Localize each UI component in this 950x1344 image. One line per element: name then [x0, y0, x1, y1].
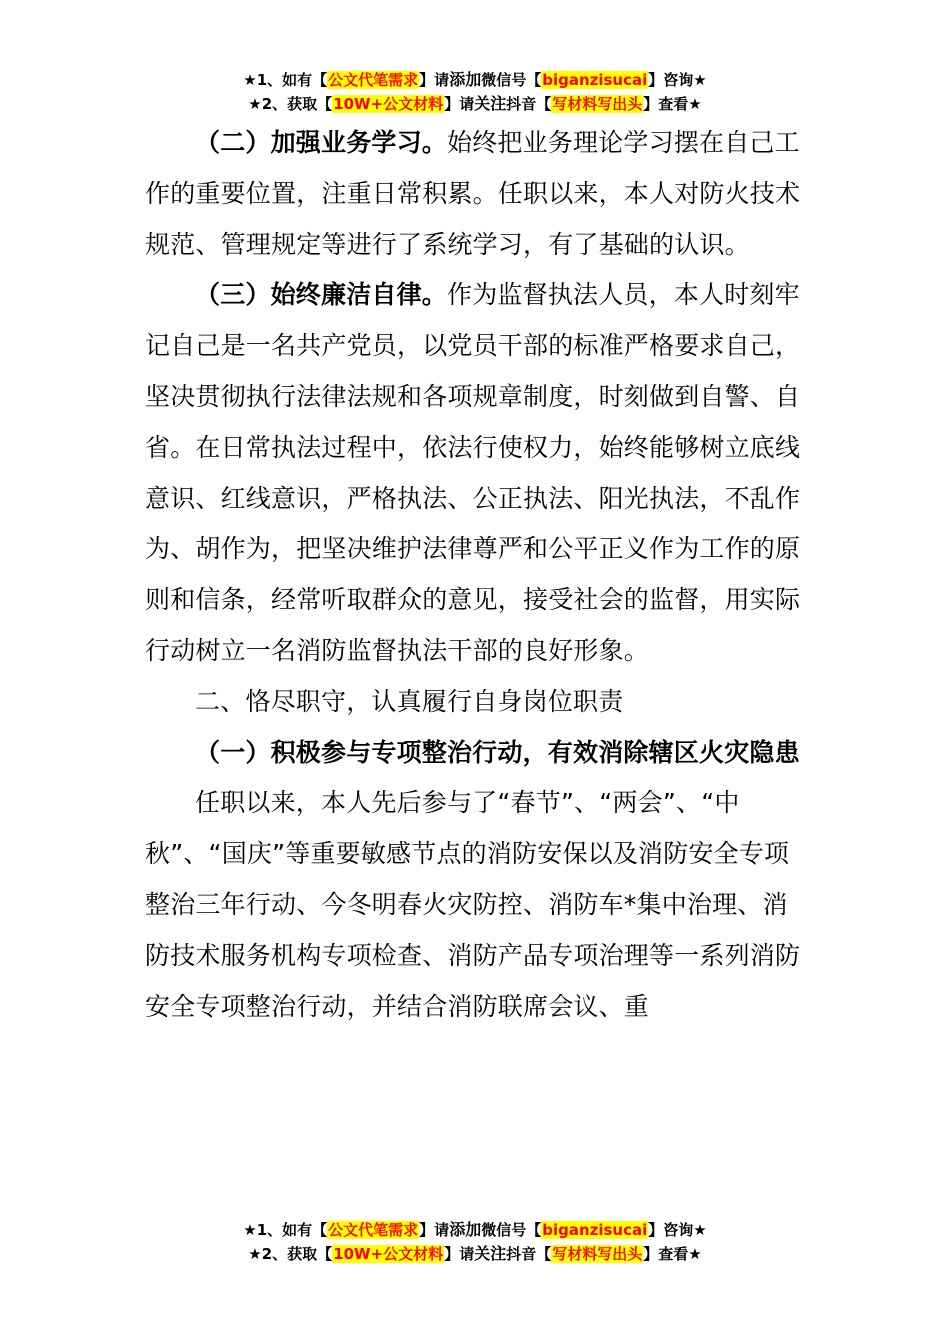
highlight-account: 写材料写出头 [552, 1245, 643, 1263]
banner-line-1: ★1、如有【公文代笔需求】请添加微信号【biganzisucai】咨询★ [243, 70, 707, 89]
paragraph-study: （二）加强业务学习。始终把业务理论学习摆在自己工作的重要位置，注重日常积累。任职以来，本人对防火技术规范、管理规定等进行了系统学习，有了基础的认识。 [145, 128, 801, 259]
paragraph-integrity: （三）始终廉洁自律。作为监督执法人员，本人时刻牢记自己是一名共产党员，以党员干部的标准严格要求自己，坚决贯彻执行法律法规和各项规章制度，时刻做到自警、自省。在日常执法过程中，依法行使权力，始终能够树立底线意识、红线意识，严格执法、公正执法、阳光执法，不乱作为、胡作为，把坚决维护法律尊严和公平正义作为工作的原则和信条，经常听取群众的意见，接受社会的监督，用实际行动树立一名消防监督执法干部的良好形象。 [145, 280, 801, 665]
highlight-wechat-id: biganzisucai [542, 71, 648, 89]
highlight-materials: 10W+公文材料 [333, 1245, 444, 1263]
highlight-materials: 10W+公文材料 [333, 95, 444, 113]
highlight-service: 公文代笔需求 [328, 1221, 419, 1239]
top-banner [0, 68, 950, 116]
banner-line-2: ★2、获取【10W+公文材料】请关注抖音【写材料写出头】查看★ [248, 1244, 702, 1263]
highlight-account: 写材料写出头 [552, 95, 643, 113]
paragraph-campaigns: 任职以来，本人先后参与了“春节”、“两会”、“中秋”、“国庆”等重要敏感节点的消防安保以及消防安全专项整治三年行动、今冬明春火灾防控、消防车*集中治理、消防技术服务机构专项检查、消防产品专项治理等一系列消防安全专项整治行动，并结合消防联席会议、重 [145, 788, 801, 1021]
highlight-service: 公文代笔需求 [328, 71, 419, 89]
paragraph-heading: （三）始终廉洁自律。 [195, 280, 448, 310]
banner-line-1: ★1、如有【公文代笔需求】请添加微信号【biganzisucai】咨询★ [243, 1220, 707, 1239]
highlight-wechat-id: biganzisucai [542, 1221, 648, 1239]
section-title: 二、恪尽职守，认真履行自身岗位职责 [195, 686, 624, 716]
document-body [145, 118, 805, 1032]
subsection-heading: （一）积极参与专项整治行动，有效消除辖区火灾隐患 [195, 737, 800, 767]
banner-line-2: ★2、获取【10W+公文材料】请关注抖音【写材料写出头】查看★ [248, 94, 702, 113]
bottom-banner [0, 1218, 950, 1266]
paragraph-heading: （二）加强业务学习。 [195, 128, 448, 157]
